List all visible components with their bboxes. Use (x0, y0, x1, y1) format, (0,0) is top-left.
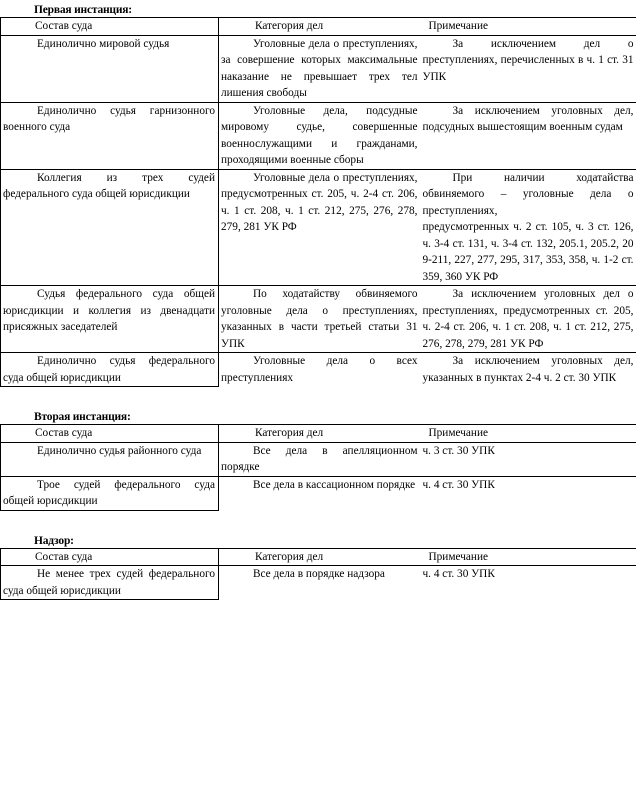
cell-case-category (219, 476, 421, 510)
header-label: Состав суда (35, 427, 93, 439)
cell-note (421, 353, 636, 387)
cell-case-category (219, 35, 421, 102)
header-label: Категория дел (255, 550, 324, 563)
cell-case-category (219, 286, 421, 353)
header-label: Состав суда (35, 20, 93, 32)
cell-court-composition (1, 353, 219, 387)
cell-court-composition (1, 102, 219, 169)
cell-case-category (219, 353, 421, 387)
cell-case-category (219, 169, 421, 286)
table-first-instance (0, 17, 636, 387)
cell-text: Единолично судья гарнизонного военного суда (3, 104, 215, 133)
header-label: Состав суда (35, 550, 93, 563)
cell-text: Единолично судья федерального суда общей юрисдикции (3, 355, 215, 384)
cell-text: Уголовные дела о преступлениях, за совершение которых максимальные наказание не превышает трех тел лишения свободы (221, 37, 418, 99)
cell-text: Уголовные дела о всех преступлениях (221, 355, 418, 384)
header-label: Примечание (428, 550, 489, 563)
header-label: Примечание (428, 20, 489, 32)
column-header-note (421, 425, 636, 443)
section-title-second-instance: Вторая инстанция: (34, 411, 131, 423)
cell-text: Судья федерального суда общей юрисдикции и коллегия из двенадцати присяжных заседателей (3, 288, 215, 333)
cell-text: За исключением уголовных дел, указанных в пунктах 2-4 ч. 2 ст. 30 УПК (422, 355, 634, 384)
cell-court-composition (1, 566, 219, 600)
cell-text: Не менее трех судей федерального суда общей юрисдикции (3, 568, 215, 597)
table-row (1, 35, 636, 102)
cell-note (421, 286, 636, 353)
cell-case-category (219, 566, 421, 600)
cell-text: По ходатайству обвиняемого уголовные дела о преступлениях, указанных в части третьей статьи 31 УПК (221, 288, 418, 350)
section-title-supervision: Надзор: (34, 534, 74, 547)
header-label: Примечание (428, 427, 489, 439)
column-header-note (421, 548, 636, 566)
cell-note (421, 566, 636, 600)
cell-text: Все дела в кассационном порядке (253, 478, 416, 491)
column-header-case-category (219, 18, 421, 36)
table-supervision (0, 548, 636, 601)
column-header-court-composition (1, 18, 219, 36)
section-title-first-instance: Первая инстанция: (34, 4, 132, 16)
table-header-row (1, 18, 636, 36)
column-header-court-composition (1, 548, 219, 566)
cell-text: Все дела в порядке надзора (253, 568, 385, 580)
cell-text: Коллегия из трех судей федерального суда общей юрисдикции (3, 171, 215, 200)
table-row (1, 353, 636, 387)
cell-court-composition (1, 169, 219, 286)
column-header-case-category (219, 425, 421, 443)
table-row (1, 102, 636, 169)
header-label: Категория дел (255, 427, 324, 439)
cell-court-composition (1, 35, 219, 102)
header-label: Категория дел (255, 20, 324, 32)
table-second-instance (0, 424, 636, 511)
cell-text: Уголовные дела о преступлениях, предусмотренных ст. 205, ч. 2-4 ст. 206, ч. 1 ст. 208, ч. 1 ст. 212, 275, 276, 278, 279, 281 УК РФ (221, 171, 418, 233)
cell-note (421, 102, 636, 169)
cell-text: ч. 3 ст. 30 УПК (422, 444, 495, 457)
cell-text-part-2: предусмотренных ч. 2 ст. 105, ч. 3 ст. 126, ч. 3-4 ст. 131, ч. 3-4 ст. 132, 205.1, 205.2, 20 9-211, 227, 277, 295, 317, 353, 358, ч. 1-2 ст. 359, 360 УК РФ (422, 221, 634, 283)
table-header-first-instance (1, 18, 636, 36)
cell-text: За исключением дел о преступлениях, перечисленных в ч. 1 ст. 31 УПК (422, 37, 634, 83)
cell-text: ч. 4 ст. 30 УПК (422, 568, 495, 580)
table-row (1, 442, 636, 476)
cell-note (421, 442, 636, 476)
cell-text: За исключением уголовных дел о преступлениях, предусмотренных ст. 205, ч. 2-4 ст. 206, ч. 1 ст. 208, ч. 1 ст. 212, 275, 276, 278, 279, 281 УК РФ (422, 288, 634, 350)
cell-case-category (219, 442, 421, 476)
table-header-second-instance (1, 425, 636, 443)
table-header-supervision (1, 548, 636, 566)
cell-note (421, 35, 636, 102)
cell-text: Единолично судья районного суда (37, 444, 202, 457)
column-header-note (421, 18, 636, 36)
cell-court-composition (1, 442, 219, 476)
table-body-first-instance (1, 35, 636, 387)
cell-text-part-1: При наличии ходатайства обвиняемого – уголовные дела о преступлениях, (422, 171, 634, 217)
cell-text: Все дела в апелляционном порядке (221, 444, 418, 473)
cell-text: Трое судей федерального суда общей юрисдикции (3, 478, 215, 507)
table-row (1, 286, 636, 353)
table-row (1, 566, 636, 600)
cell-court-composition (1, 476, 219, 510)
column-header-case-category (219, 548, 421, 566)
cell-text: Единолично мировой судья (37, 37, 170, 50)
table-row (1, 476, 636, 510)
section-gap-2 (0, 511, 636, 535)
table-header-row (1, 548, 636, 566)
table-body-supervision (1, 566, 636, 600)
cell-text: За исключением уголовных дел, подсудных вышестоящим военным судам (422, 104, 634, 133)
cell-court-composition (1, 286, 219, 353)
table-header-row (1, 425, 636, 443)
cell-text: Уголовные дела, подсудные мировому судье, совершенные военнослужащими и гражданами, проходящими военные сборы (221, 104, 418, 166)
cell-note (421, 169, 636, 286)
table-body-second-instance (1, 442, 636, 510)
cell-note (421, 476, 636, 510)
table-row (1, 169, 636, 286)
section-gap-1 (0, 387, 636, 411)
column-header-court-composition (1, 425, 219, 443)
cell-case-category (219, 102, 421, 169)
cell-text: ч. 4 ст. 30 УПК (422, 478, 495, 491)
